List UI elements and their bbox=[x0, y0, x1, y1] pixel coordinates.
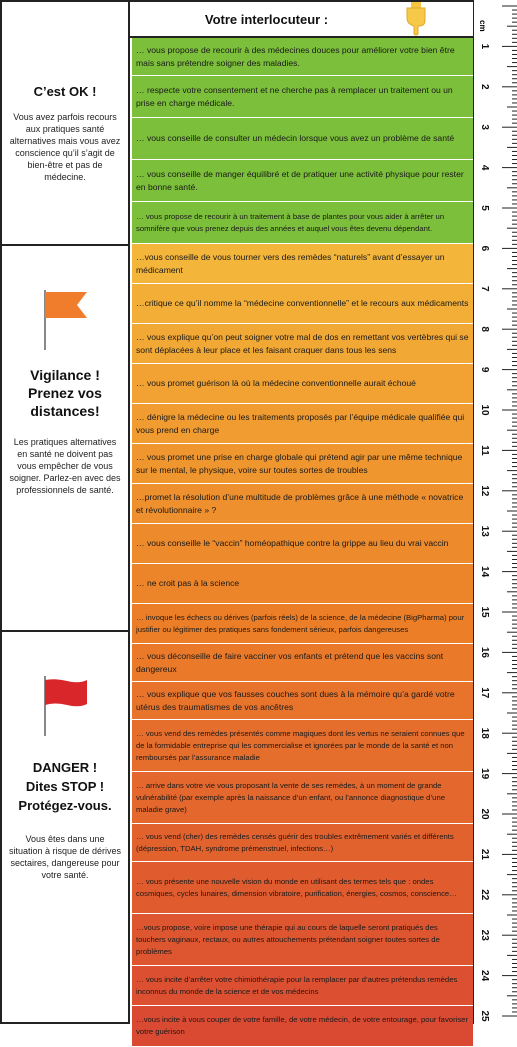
statement-row bbox=[132, 38, 473, 76]
ruler-label: 11 bbox=[479, 445, 490, 456]
ruler-label: 8 bbox=[479, 326, 490, 332]
ruler-label: 2 bbox=[479, 84, 490, 90]
statement-text: … vous vend des remèdes présentés comme magiques dont les vertus ne seraient connues que de la formidable entreprise qui les commercialise et ignorées par le monde de la santé et non remboursés par l’assurance maladie bbox=[136, 728, 465, 762]
ruler-label: 12 bbox=[479, 485, 490, 497]
statement-text: … vous promet guérison là où la médecine conventionnelle aurait échoué bbox=[136, 378, 416, 388]
statement-row bbox=[132, 772, 473, 824]
red-flag-icon bbox=[40, 676, 90, 736]
ruler-label: 7 bbox=[479, 286, 490, 292]
statement-text: … arrive dans votre vie vous proposant la vente de ses remèdes, à un moment de grande vulnérabilité (par exemple après la naissance d’un enfant, ou l’annonce diagnostique d’une maladie grave) bbox=[136, 780, 445, 814]
statement-row bbox=[132, 202, 473, 244]
statement-row bbox=[132, 76, 473, 118]
ruler-label: 19 bbox=[479, 768, 490, 780]
statement-row bbox=[132, 444, 473, 484]
ruler-label: 4 bbox=[479, 164, 490, 171]
statement-text: … respecte votre consentement et ne cherche pas à remplacer un traitement ou un prise en charge médicale. bbox=[136, 84, 453, 108]
statement-row bbox=[132, 914, 473, 966]
statement-text: …vous propose, voire impose une thérapie qui au cours de laquelle seront pratiqués des touchers vaginaux, rectaux, ou autres attouchements prétendant soigner toutes sortes de problèmes bbox=[136, 922, 440, 956]
vigilance-title-line3: distances! bbox=[30, 403, 100, 419]
orange-flag-icon bbox=[40, 290, 90, 350]
statement-text: …critique ce qu’il nomme la “médecine conventionnelle” et le recours aux médicaments bbox=[136, 298, 469, 308]
statement-text: … vous présente une nouvelle vision du monde en utilisant des termes tels que : ondes cosmiques, cycles lunaires, dimension vibratoire, purification, énergies, cosmos, conscience… bbox=[136, 876, 457, 898]
statement-row bbox=[132, 160, 473, 202]
statement-row bbox=[132, 484, 473, 524]
ruler-label: 23 bbox=[479, 929, 490, 941]
statement-text: … vous déconseille de faire vacciner vos enfants et prétend que les vaccins sont dangereux bbox=[136, 650, 444, 674]
statement-text: … dénigre la médecine ou les traitements proposés par l’équipe médicale qualifiée qui vous prend en charge bbox=[136, 411, 465, 435]
statement-row bbox=[132, 364, 473, 404]
vigilance-title-line1: Vigilance ! bbox=[30, 367, 100, 383]
danger-title-line2: Dites STOP ! bbox=[25, 779, 105, 794]
ruler-label: 14 bbox=[479, 566, 490, 578]
section-danger bbox=[2, 632, 128, 1024]
statement-text: … vous conseille de consulter un médecin lorsque vous avez un problème de santé bbox=[136, 133, 455, 143]
statement-row bbox=[132, 604, 473, 644]
statement-text: … vous promet une prise en charge globale qui prétend agir par une même technique sur le mental, le physique, voire sur toutes sortes de troubles bbox=[136, 451, 463, 475]
ruler-label: 15 bbox=[479, 606, 490, 618]
section-ok-text: Vous avez parfois recours aux pratiques santé alternatives mais vous avez conscience qu’il s’agit de bien-être et pas de médecine. bbox=[9, 112, 121, 182]
statement-row bbox=[132, 118, 473, 160]
ruler-label: 20 bbox=[479, 808, 490, 820]
ruler-label: 6 bbox=[479, 245, 490, 252]
statement-text: …vous conseille de vous tourner vers des remèdes “naturels” avant d’essayer un médicament bbox=[136, 251, 445, 275]
left-column bbox=[0, 0, 130, 1024]
ruler-label: 13 bbox=[479, 525, 490, 537]
statement-text: … vous propose de recourir à un traitement à base de plantes pour vous aider à arrêter un somnifère que vous prenez depuis des années et auquel vous êtes devenu dépendant. bbox=[136, 211, 445, 233]
statement-row bbox=[132, 1006, 473, 1047]
header bbox=[130, 0, 473, 38]
statement-text: … invoque les échecs ou dérives (parfois réels) de la science, de la médecine (BigPharma) pour justifier ou légitimer des pratiques sans fondement sérieux, parfois dangereuses bbox=[136, 612, 465, 634]
ruler-label: 21 bbox=[479, 848, 490, 860]
danger-title-line3: Protégez-vous. bbox=[18, 798, 112, 813]
statement-text: … vous propose de recourir à des médecines douces pour améliorer votre bien être mais sans prétendre soigner des maladies. bbox=[136, 44, 455, 68]
ruler-label: 3 bbox=[479, 124, 490, 130]
statement-text: … vous explique qu’on peut soigner votre mal de dos en remettant vos vertèbres qui se sont déplacées à leur place et les faisant craquer dans tous les sens bbox=[136, 331, 469, 355]
section-vigilance bbox=[2, 246, 128, 632]
ruler-label: 10 bbox=[479, 404, 490, 416]
statements-list bbox=[132, 38, 473, 1036]
statement-text: … vous conseille le “vaccin” homéopathique contre la grippe au lieu du vrai vaccin bbox=[136, 538, 449, 548]
ruler-label: 22 bbox=[479, 889, 490, 901]
statement-text: … ne croit pas à la science bbox=[136, 578, 240, 588]
ruler-label: 17 bbox=[479, 687, 490, 699]
statement-row bbox=[132, 644, 473, 682]
ruler-label: 25 bbox=[479, 1010, 490, 1022]
ruler-label: 9 bbox=[479, 366, 490, 373]
vigilance-title-line2: Prenez vos bbox=[28, 385, 102, 401]
statement-text: …promet la résolution d’une multitude de problèmes grâce à une méthode « novatrice et révolutionnaire » ? bbox=[136, 491, 464, 515]
statement-text: …vous incite à vous couper de votre famille, de votre médecin, de votre entourage, pour favoriser votre guérison bbox=[136, 1015, 469, 1036]
ruler-label: 5 bbox=[479, 205, 490, 211]
statement-row bbox=[132, 524, 473, 564]
pointing-hand-icon bbox=[403, 2, 429, 36]
statement-row bbox=[132, 564, 473, 604]
header-title: Votre interlocuteur : bbox=[204, 12, 329, 27]
statement-row bbox=[132, 720, 473, 772]
statement-row bbox=[132, 682, 473, 720]
section-vigilance-title bbox=[6, 366, 124, 420]
section-danger-title bbox=[6, 758, 124, 815]
section-vigilance-text: Les pratiques alternatives en santé ne doivent pas vous empêcher de vous soigner. Parlez-en avec des professionnels de santé. bbox=[9, 437, 121, 495]
statement-text: … vous explique que vos fausses couches sont dues à la mémoire qu’a gardé votre utérus des traumatismes de vos ancêtres bbox=[136, 688, 455, 712]
ruler-label: 24 bbox=[479, 970, 490, 982]
statement-row bbox=[132, 284, 473, 324]
ruler bbox=[473, 0, 517, 1024]
section-ok bbox=[2, 2, 128, 246]
statement-row bbox=[132, 966, 473, 1006]
ruler-unit: cm bbox=[478, 20, 487, 32]
statement-row bbox=[132, 404, 473, 444]
ruler-label: 16 bbox=[479, 646, 490, 658]
statement-text: … vous incite d’arrêter votre chimiothérapie pour la remplacer par d’autres prétendus remèdes inconnus du monde de la science et de vos médecins bbox=[136, 974, 458, 996]
ruler-label: 1 bbox=[479, 43, 490, 50]
statement-row bbox=[132, 824, 473, 862]
danger-title-line1: DANGER ! bbox=[32, 760, 98, 775]
ruler-label: 18 bbox=[479, 727, 490, 739]
statement-text: … vous vend (cher) des remèdes censés guérir des troubles extrêmement variés et différents (dépression, TDAH, syndrome prémenstruel, infections…) bbox=[136, 831, 454, 853]
statement-row bbox=[132, 862, 473, 914]
statement-row bbox=[132, 244, 473, 284]
section-danger-text: Vous êtes dans une situation à risque de dérives sectaires, dangereuse pour votre santé. bbox=[8, 834, 122, 880]
section-ok-title: C’est OK ! bbox=[33, 84, 97, 99]
statement-row bbox=[132, 324, 473, 364]
statement-text: … vous conseille de manger équilibré et de pratiquer une activité physique pour rester en bonne santé. bbox=[136, 168, 464, 192]
